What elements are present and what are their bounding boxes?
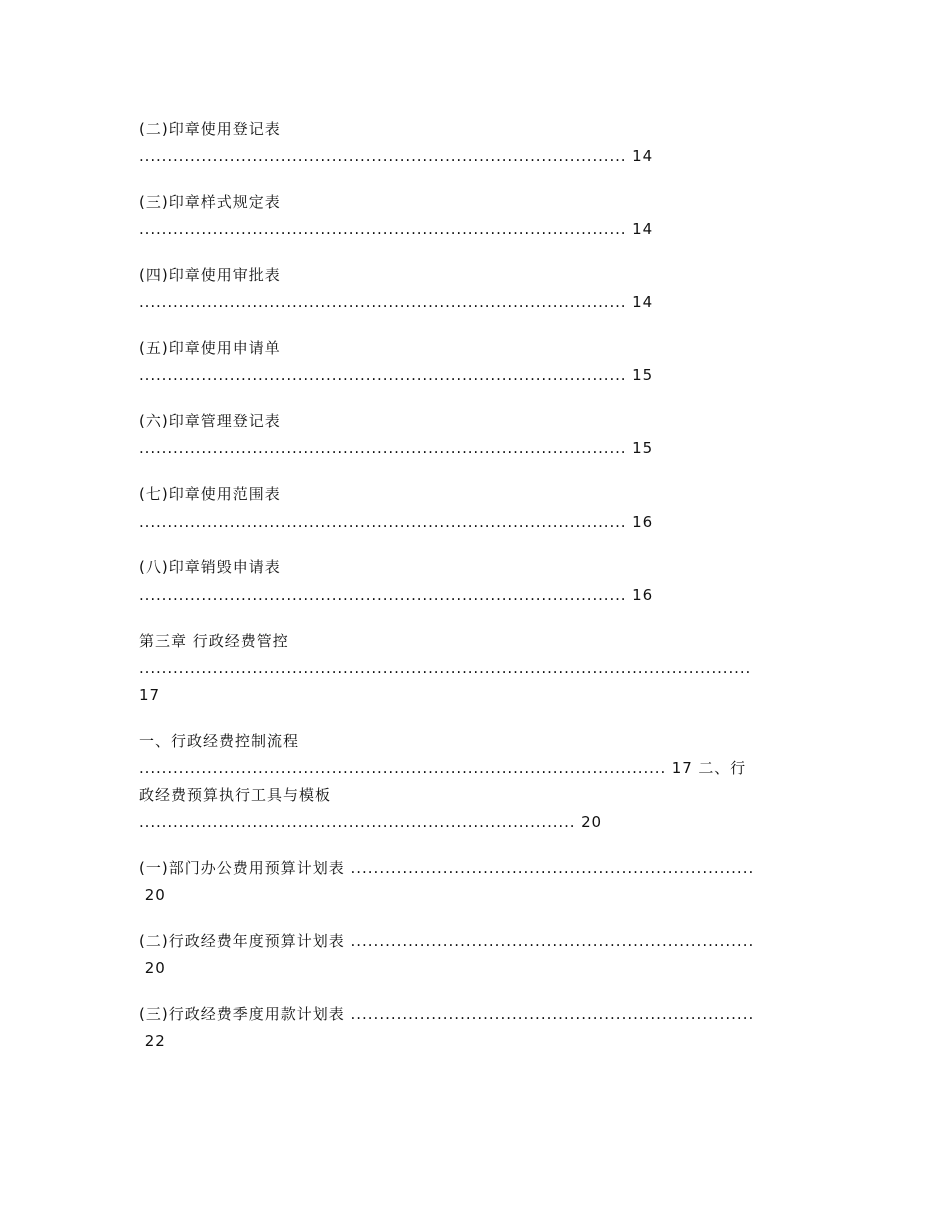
toc-entry-title: (六)印章管理登记表 [139,412,281,430]
toc-entry-title: (二)行政经费年度预算计划表 ...................................................................... [139,932,755,950]
toc-chapter-title: 第三章 行政经费管控 [139,632,289,650]
toc-entry-leader: ...................................................................................... 15 [139,366,654,384]
toc-entry-leader: ...................................................................................... 16 [139,586,654,604]
toc-entry-title: (三)印章样式规定表 [139,193,281,211]
toc-entry-title: (七)印章使用范围表 [139,485,281,503]
toc-entry-title: (四)印章使用审批表 [139,266,281,284]
toc-entry-leader: ............................................................................................. 17 二、行 [139,759,747,777]
toc-entry-title: (五)印章使用申请单 [139,339,281,357]
toc-entry-leader: ...................................................................................... 14 [139,147,654,165]
toc-entry-title: 一、行政经费控制流程 [139,732,300,750]
toc-entry-leader: ...................................................................................... 16 [139,513,654,531]
toc-entry-title: (八)印章销毁申请表 [139,558,281,576]
toc-entry-page: 22 [139,1032,166,1050]
toc-entry-leader: ............................................................................................................ [139,659,752,677]
toc-entry-title-continued: 政经费预算执行工具与模板 [139,786,332,804]
toc-entry-leader: ...................................................................................... 15 [139,439,654,457]
toc-entry-leader: ...................................................................................... 14 [139,220,654,238]
toc-entry-page: 20 [139,959,166,977]
toc-entry-title: (三)行政经费季度用款计划表 ...................................................................... [139,1005,755,1023]
toc-entry-page: 20 [139,886,166,904]
toc-entry-leader: ............................................................................. 20 [139,813,602,831]
toc-entry-page: 17 [139,686,161,704]
toc-entry-title: (二)印章使用登记表 [139,120,281,138]
toc-entry-leader: ...................................................................................... 14 [139,293,654,311]
toc-entry-title: (一)部门办公费用预算计划表 ...................................................................... [139,859,755,877]
